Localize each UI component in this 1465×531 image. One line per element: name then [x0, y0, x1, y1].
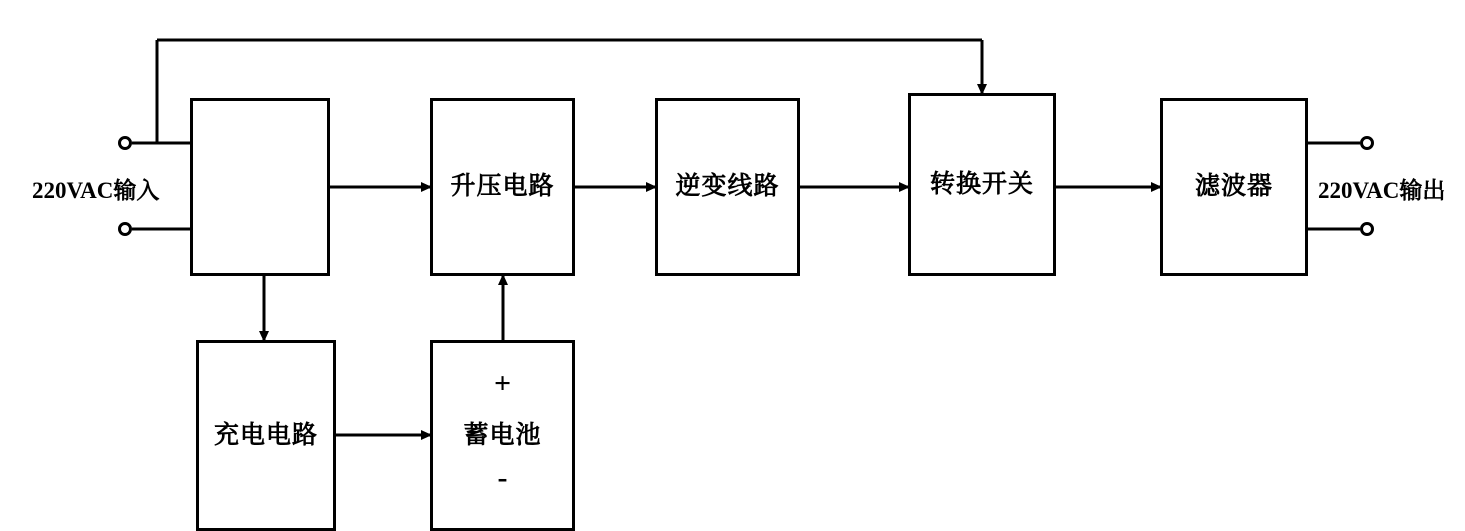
- block-filter-label: 滤波器: [1194, 173, 1273, 200]
- input-label: 220VAC输入: [32, 178, 160, 203]
- block-transfer-switch[interactable]: [908, 93, 1056, 276]
- block-battery-label: 蓄电池: [463, 421, 542, 449]
- battery-positive-sign: +: [493, 367, 512, 400]
- input-terminal-top: [118, 136, 132, 150]
- block-charger-label: 充电电路: [213, 421, 318, 449]
- battery-negative-sign: -: [497, 461, 508, 494]
- output-label: 220VAC输出: [1318, 178, 1446, 203]
- block-battery[interactable]: [430, 340, 575, 531]
- block-inverter-label: 逆变线路: [675, 173, 780, 200]
- block-transfer-switch-label: 转换开关: [929, 170, 1034, 198]
- block-inverter[interactable]: [655, 98, 800, 276]
- block-boost-circuit-label: 升压电路: [450, 173, 555, 200]
- block-rectifier[interactable]: [190, 98, 330, 276]
- block-charger[interactable]: [196, 340, 336, 531]
- output-terminal-top: [1360, 136, 1374, 150]
- block-boost-circuit[interactable]: [430, 98, 575, 276]
- block-filter[interactable]: [1160, 98, 1308, 276]
- input-terminal-bottom: [118, 222, 132, 236]
- output-terminal-bottom: [1360, 222, 1374, 236]
